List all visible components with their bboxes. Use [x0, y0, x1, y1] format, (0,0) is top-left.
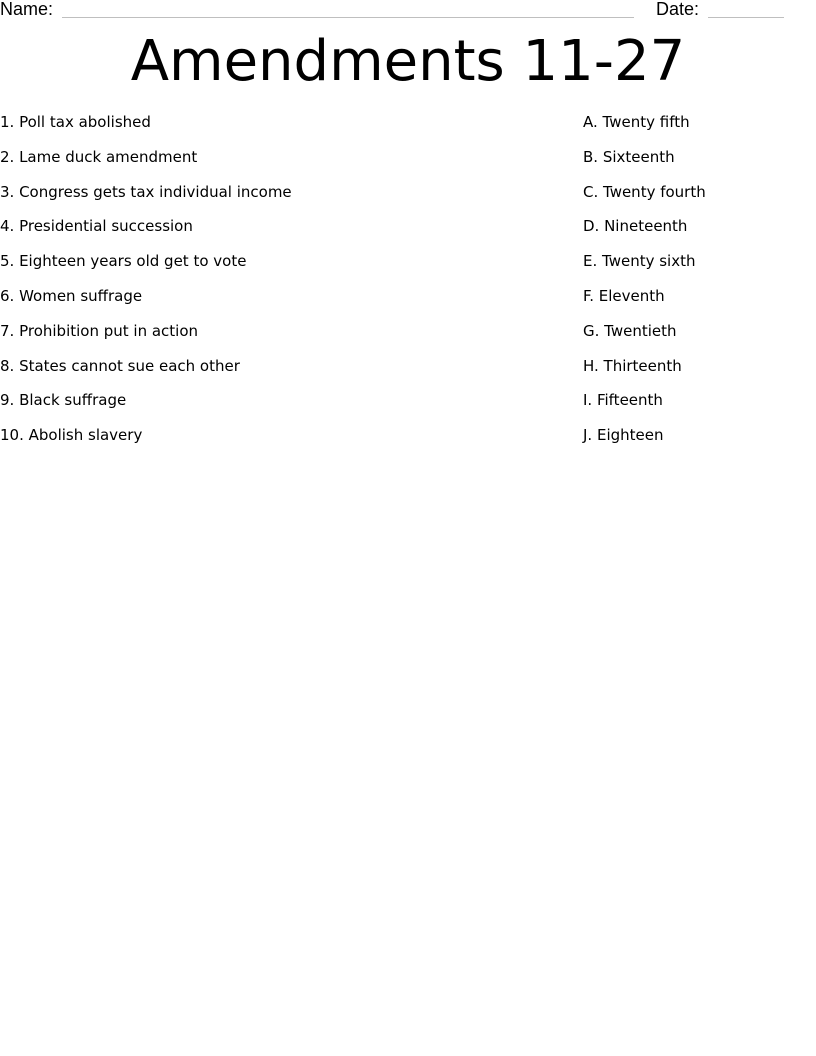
clue-item: 1. Poll tax abolished [0, 113, 151, 131]
clue-item: 8. States cannot sue each other [0, 356, 240, 375]
clue-list [0, 112, 560, 460]
date-write-line[interactable] [708, 17, 784, 18]
clue-item: 3. Congress gets tax individual income [0, 182, 292, 201]
clue-item: 6. Women suffrage [0, 286, 143, 305]
answer-item: C. Twenty fourth [583, 182, 706, 201]
clue-item: 5. Eighteen years old get to vote [0, 252, 247, 271]
page-title: Amendments 11-27 [130, 29, 686, 94]
clue-item: 10. Abolish slavery [0, 426, 143, 445]
answer-item: E. Twenty sixth [583, 252, 696, 271]
name-write-line[interactable] [62, 17, 634, 18]
clue-item: 9. Black suffrage [0, 391, 127, 410]
header-row [0, 0, 816, 24]
answer-item: A. Twenty fifth [583, 113, 690, 131]
answer-item: G. Twentieth [583, 321, 677, 340]
clue-item: 7. Prohibition put in action [0, 321, 199, 340]
clue-item: 4. Presidential succession [0, 217, 193, 236]
name-label: Name: [0, 0, 54, 19]
answer-item: F. Eleventh [583, 286, 665, 305]
clue-item: 2. Lame duck amendment [0, 147, 198, 166]
date-label: Date: [656, 0, 700, 19]
answer-item: B. Sixteenth [583, 147, 675, 166]
answer-item: J. Eighteen [583, 426, 664, 445]
answer-item: H. Thirteenth [583, 356, 682, 375]
answer-item: I. Fifteenth [583, 391, 663, 410]
answer-list [583, 112, 813, 460]
answer-item: D. Nineteenth [583, 217, 688, 236]
